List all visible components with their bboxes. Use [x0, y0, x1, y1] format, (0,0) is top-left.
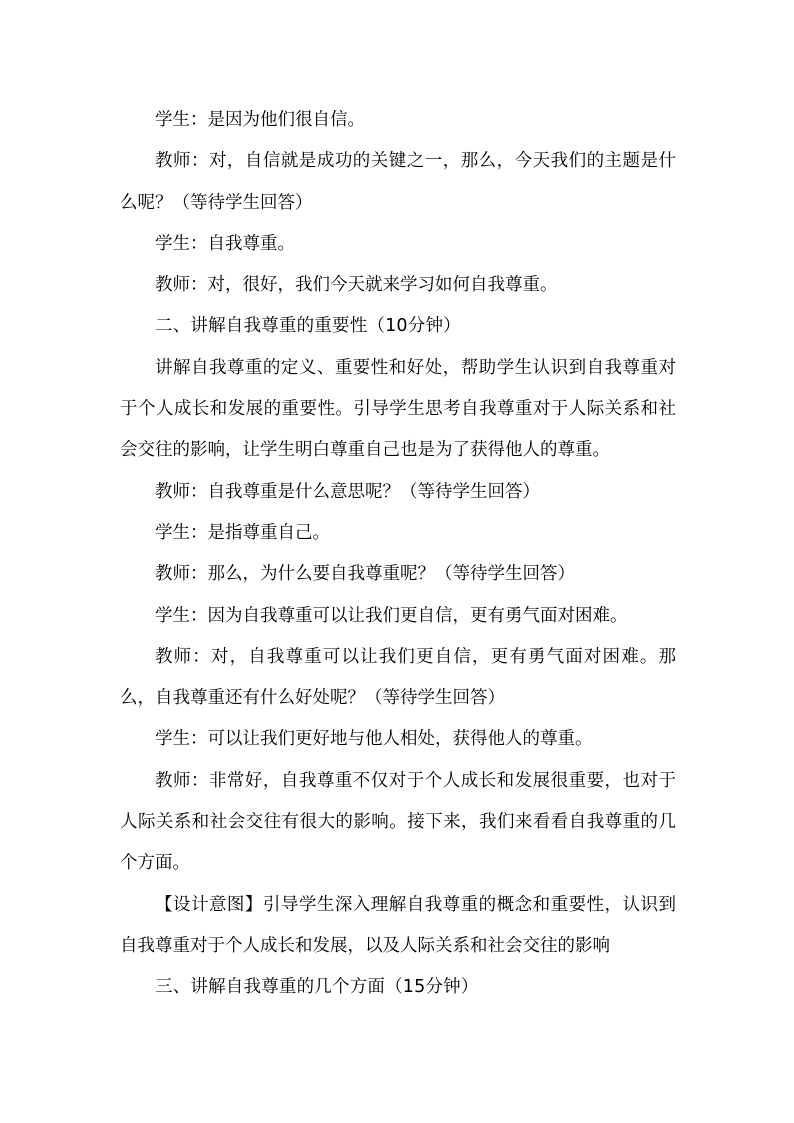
paragraph-teacher-statement-1: 教师：对，很好，我们今天就来学习如何自我尊重。 — [155, 275, 558, 296]
paragraph-section-description: 讲解自我尊重的定义、重要性和好处，帮助学生认识到自我尊重对于个人成长和发展的重要性。引导学生思考自我尊重对于人际关系和社会交往的影响，让学生明白尊重自己也是为了获得他人的尊重。 — [120, 357, 676, 461]
document-body — [120, 100, 676, 1009]
paragraph-student-reply-1: 学生：是因为他们很自信。 — [155, 110, 365, 130]
paragraph-teacher-question-4: 教师：对，自我尊重可以让我们更自信，更有勇气面对困难。那么，自我尊重还有什么好处呢？（等待学生回答） — [120, 646, 676, 709]
paragraph-teacher-question-1: 教师：对，自信就是成功的关键之一，那么，今天我们的主题是什么呢？（等待学生回答） — [120, 151, 676, 213]
paragraph-student-reply-4: 学生：因为自我尊重可以让我们更自信，更有勇气面对困难。 — [155, 605, 628, 626]
paragraph-student-reply-3: 学生：是指尊重自己。 — [155, 522, 330, 543]
section-heading-3: 三、讲解自我尊重的几个方面（15分钟） — [155, 977, 479, 998]
paragraph-teacher-summary: 教师：非常好，自我尊重不仅对于个人成长和发展很重要，也对于人际关系和社会交往有很大的影响。接下来，我们来看看自我尊重的几个方面。 — [120, 770, 676, 874]
paragraph-design-intent: 【设计意图】引导学生深入理解自我尊重的概念和重要性，认识到自我尊重对于个人成长和发展，以及人际关系和社会交往的影响 — [120, 894, 676, 956]
paragraph-student-reply-5: 学生：可以让我们更好地与他人相处，获得他人的尊重。 — [155, 729, 593, 750]
section-heading-2: 二、讲解自我尊重的重要性（10分钟） — [155, 316, 461, 337]
paragraph-teacher-question-3: 教师：那么，为什么要自我尊重呢？（等待学生回答） — [155, 564, 575, 585]
paragraph-student-reply-2: 学生：自我尊重。 — [155, 233, 295, 254]
paragraph-teacher-question-2: 教师：自我尊重是什么意思呢？（等待学生回答） — [155, 481, 540, 502]
